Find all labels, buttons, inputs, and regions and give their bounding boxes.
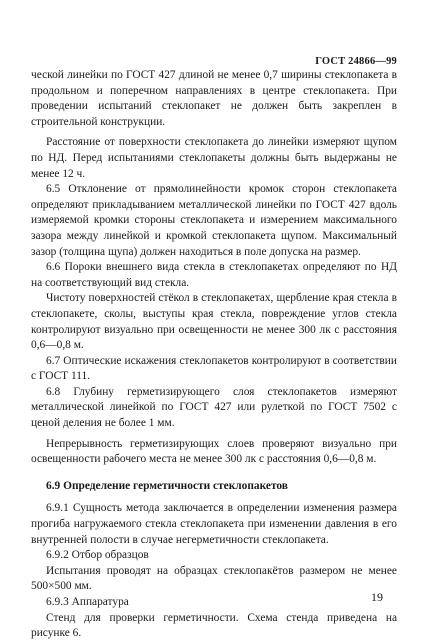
paragraph-6-9-2: 6.9.2 Отбор образцов <box>46 549 149 562</box>
paragraph: Чистоту поверхностей стёкол в стеклопакетах, щербление края стекла в стеклопакете, сколы, выступы края стекла, повреждение углов стекла контролируют визуально при освещенности не менее 300 лк с расстояния 0,6—0,8 м. <box>31 292 397 352</box>
paragraph: Непрерывность герметизирующих слоев проверяют визуально при освещенности рабочего места не менее 300 лк с расстояния 0,6—0,8 м. <box>31 437 397 466</box>
paragraph-6-5: 6.5 Отклонение от прямолинейности кромок сторон стеклопакета определяют прикладыванием металлической линейки по ГОСТ 427 вдоль измеряемой кромки стороны стеклопакета и измерением максимального зазора между линейкой и кромкой стеклопакета щупом. Максимальный зазор (толщина щупа) должен находиться в поле допуска на размер. <box>31 183 397 258</box>
section-heading: 6.9 Определение герметичности стеклопакетов <box>46 479 288 492</box>
paragraph-6-6: 6.6 Пороки внешнего вида стекла в стеклопакетах определяют по НД на соответствующий вид стекла. <box>31 261 397 289</box>
paragraph-continuation: ческой линейки по ГОСТ 427 длиной не менее 0,7 ширины стеклопакета в продольном и поперечном направлениях в центре стеклопакета. При проведении испытаний стеклопакет не должен быть закреплен в строительной конструкции. <box>31 69 397 128</box>
paragraph: Испытания проводят на образцах стеклопакётов размером не менее 500×500 мм. <box>31 564 397 593</box>
paragraph-6-9-1: 6.9.1 Сущность метода заключается в определении изменения размера прогиба нагружаемого стекла стеклопакета при изменении давления в его внутренней полости в случае негерметичности стеклопакета. <box>31 502 397 546</box>
body-text <box>31 68 397 642</box>
paragraph: Стенд для проверки герметичности. Схема стенда приведена на рисунке 6. <box>31 611 397 640</box>
standard-header: ГОСТ 24866—99 <box>315 56 397 67</box>
paragraph-6-7: 6.7 Оптические искажения стеклопакетов контролируют в соответствии с ГОСТ 111. <box>31 354 397 383</box>
paragraph-6-9-3: 6.9.3 Аппаратура <box>46 596 129 608</box>
page-number: 19 <box>371 590 383 604</box>
paragraph: Расстояние от поверхности стеклопакета до линейки измеряют щупом по НД. Перед испытаниями стеклопакеты должны быть выдержаны не менее 12 ч. <box>31 136 397 180</box>
paragraph-6-8: 6.8 Глубину герметизирующего слоя стеклопакетов измеряют металлической линейкой по ГОСТ 427 или рулеткой по ГОСТ 7502 с ценой деления не более 1 мм. <box>31 385 397 430</box>
